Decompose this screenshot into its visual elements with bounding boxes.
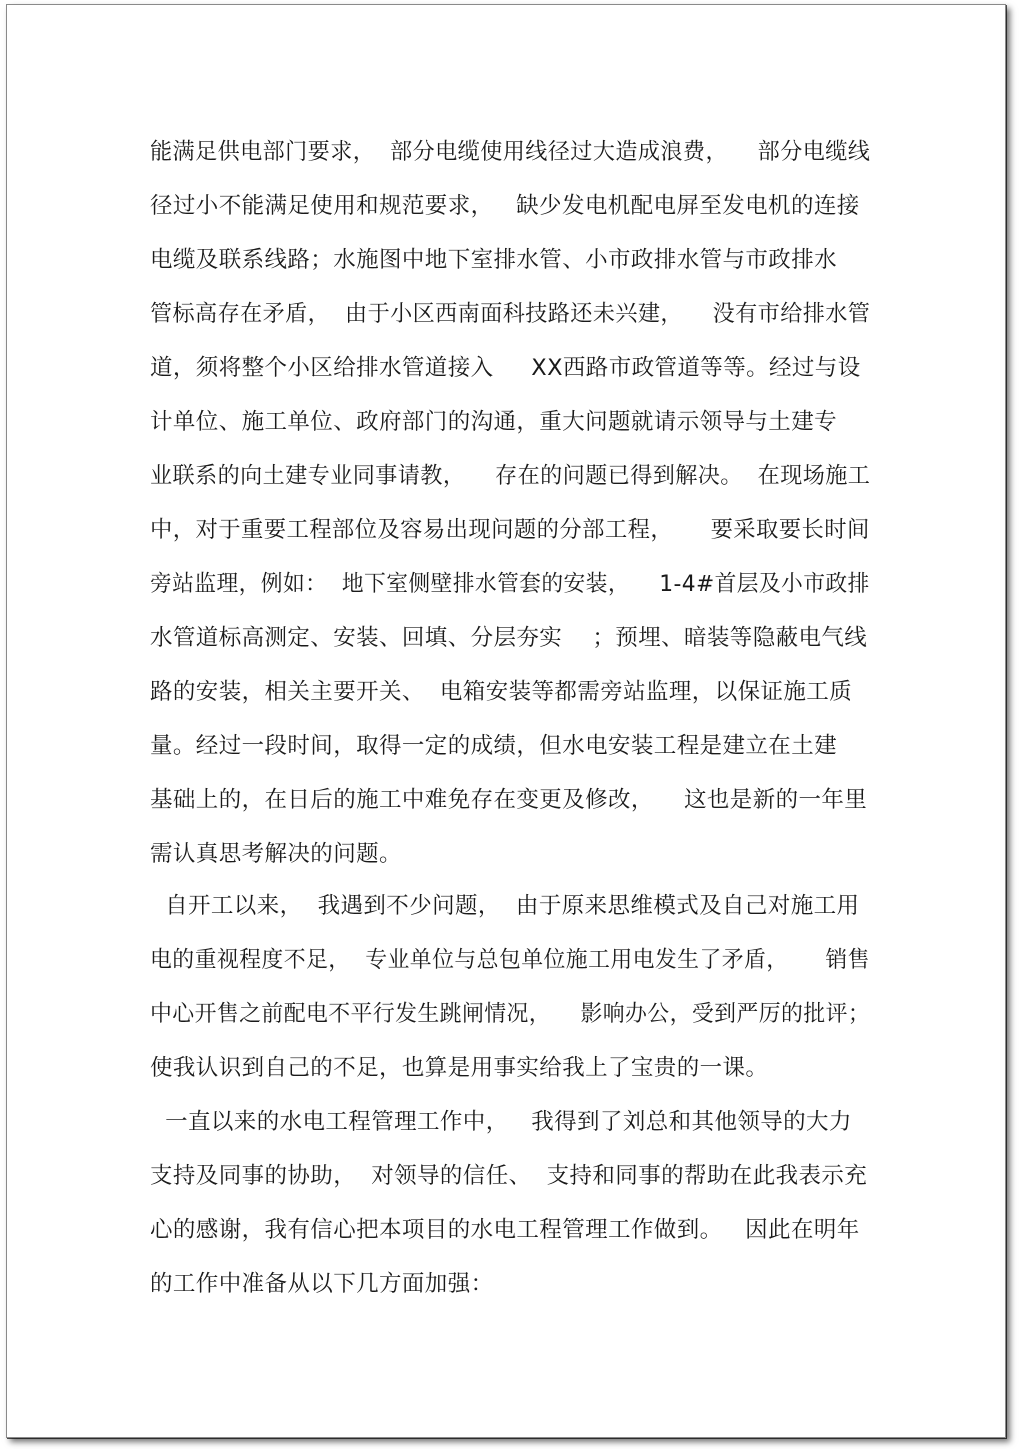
body-text-line: 水管道标高测定、安装、回填、分层夯实 ；预埋、暗装等隐蔽电气线 bbox=[150, 625, 868, 651]
body-text-line: 旁站监理，例如： 地下室侧壁排水管套的安装， 1-4#首层及小市政排 bbox=[150, 571, 870, 597]
body-text-line: 心的感谢，我有信心把本项目的水电工程管理工作做到。 因此在明年 bbox=[150, 1217, 860, 1243]
body-text-line: 道，须将整个小区给排水管道接入 XX西路市政管道等等。经过与设 bbox=[150, 355, 861, 381]
body-text-line: 中心开售之前配电不平行发生跳闸情况， 影响办公，受到严厉的批评； bbox=[150, 1001, 871, 1027]
body-text-line: 径过小不能满足使用和规范要求， 缺少发电机配电屏至发电机的连接 bbox=[150, 193, 860, 219]
body-text-line: 管标高存在矛盾， 由于小区西南面科技路还未兴建， 没有市给排水管 bbox=[150, 301, 871, 327]
body-text-line: 计单位、施工单位、政府部门的沟通，重大问题就请示领导与土建专 bbox=[150, 409, 838, 435]
paragraph-start-line: 一直以来的水电工程管理工作中， 我得到了刘总和其他领导的大力 bbox=[150, 1109, 852, 1135]
body-text-line: 需认真思考解决的问题。 bbox=[150, 841, 402, 867]
body-text-line: 中，对于重要工程部位及容易出现问题的分部工程， 要采取要长时间 bbox=[150, 517, 870, 543]
body-text-line: 电的重视程度不足， 专业单位与总包单位施工用电发生了矛盾， 销售 bbox=[150, 947, 870, 973]
body-text-line: 业联系的向土建专业同事请教， 存在的问题已得到解决。 在现场施工 bbox=[150, 463, 871, 489]
body-text-line: 的工作中准备从以下几方面加强： bbox=[150, 1271, 494, 1297]
body-text-line: 路的安装，相关主要开关、 电箱安装等都需旁站监理，以保证施工质 bbox=[150, 679, 853, 705]
body-text-line: 电缆及联系线路；水施图中地下室排水管、小市政排水管与市政排水 bbox=[150, 247, 838, 273]
body-text-line: 基础上的，在日后的施工中难免存在变更及修改， 这也是新的一年里 bbox=[150, 787, 868, 813]
body-text-line: 使我认识到自己的不足，也算是用事实给我上了宝贵的一课。 bbox=[150, 1055, 769, 1081]
paragraph-start-line: 自开工以来， 我遇到不少问题， 由于原来思维模式及自己对施工用 bbox=[150, 893, 860, 919]
body-text-line: 量。经过一段时间，取得一定的成绩，但水电安装工程是建立在土建 bbox=[150, 733, 838, 759]
body-text-line: 能满足供电部门要求， 部分电缆使用线径过大造成浪费， 部分电缆线 bbox=[150, 139, 871, 165]
body-text-line: 支持及同事的协助， 对领导的信任、 支持和同事的帮助在此我表示充 bbox=[150, 1163, 868, 1189]
